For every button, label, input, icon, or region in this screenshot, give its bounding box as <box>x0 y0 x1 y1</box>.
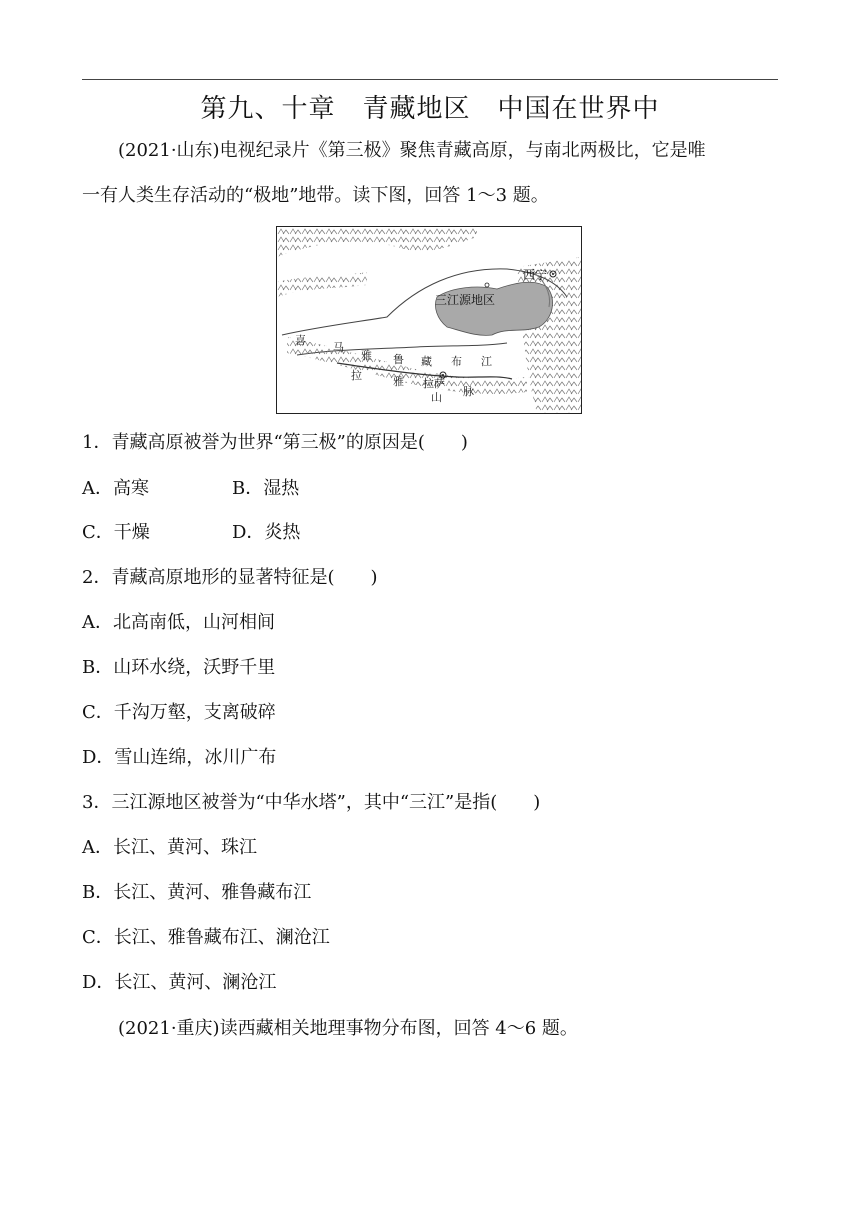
yarlung-char-3: 藏 <box>421 355 432 368</box>
himalaya-char-1: 喜 <box>295 334 306 347</box>
question-2-option-d: D．雪山连绵，冰川广布 <box>82 747 277 768</box>
question-2-option-a: A．北高南低，山河相间 <box>82 612 275 633</box>
question-2-option-b: B．山环水绕，沃野千里 <box>82 657 276 678</box>
lasa-label: 拉萨 <box>423 377 445 390</box>
question-3-stem: 3．三江源地区被誉为“中华水塔”，其中“三江”是指( ) <box>82 792 541 813</box>
sanjiangyuan-region <box>435 282 552 335</box>
question-3-option-d: D．长江、黄河、澜沧江 <box>82 972 277 993</box>
yarlung-char-2: 鲁 <box>393 353 404 366</box>
town-marker <box>485 283 489 287</box>
himalaya-char-4: 雅 <box>393 375 404 388</box>
intro-line-2: 一有人类生存活动的“极地”地带。读下图，回答 1～3 题。 <box>82 185 549 206</box>
chapter-title: 第九、十章 青藏地区 中国在世界中 <box>200 94 660 124</box>
question-3-option-b: B．长江、黄河、雅鲁藏布江 <box>82 882 312 903</box>
lasa-marker-dot <box>442 374 444 376</box>
sanjiangyuan-label: 三江源地区 <box>435 293 496 307</box>
question-1-option-c: C．干燥 <box>82 522 150 543</box>
question-1-option-a: A．高寒 <box>82 478 149 499</box>
intro-2: (2021·重庆)读西藏相关地理事物分布图，回答 4～6 题。 <box>118 1018 578 1039</box>
kunlun-mountains <box>277 227 477 257</box>
himalaya-char-3: 拉 <box>351 369 362 382</box>
question-2-stem: 2．青藏高原地形的显著特征是( ) <box>82 567 378 588</box>
himalaya-char-2: 马 <box>333 341 344 354</box>
yarlung-char-1: 雅 <box>361 349 372 362</box>
top-rule <box>82 79 778 80</box>
intro-line-1: (2021·山东)电视纪录片《第三极》聚焦青藏高原，与南北两极比，它是唯 <box>118 140 706 161</box>
xining-label: 西宁 <box>523 268 548 282</box>
question-1-option-d: D．炎热 <box>232 522 301 543</box>
yarlung-char-4: 布 <box>451 355 462 368</box>
map-svg <box>277 227 581 413</box>
question-1-stem: 1．青藏高原被誉为世界“第三极”的原因是( ) <box>82 432 468 453</box>
qinghai-tibet-map <box>276 226 582 414</box>
yarlung-char-5: 江 <box>481 355 492 368</box>
question-1-option-b: B．湿热 <box>232 478 300 499</box>
himalaya-char-5: 山 <box>431 391 442 404</box>
question-2-option-c: C．千沟万壑，支离破碎 <box>82 702 276 723</box>
question-3-option-c: C．长江、雅鲁藏布江、澜沧江 <box>82 927 330 948</box>
question-3-option-a: A．长江、黄河、珠江 <box>82 837 257 858</box>
xining-marker-dot <box>552 273 554 275</box>
himalaya-char-6: 脉 <box>463 385 474 398</box>
mountain-band <box>277 272 367 297</box>
